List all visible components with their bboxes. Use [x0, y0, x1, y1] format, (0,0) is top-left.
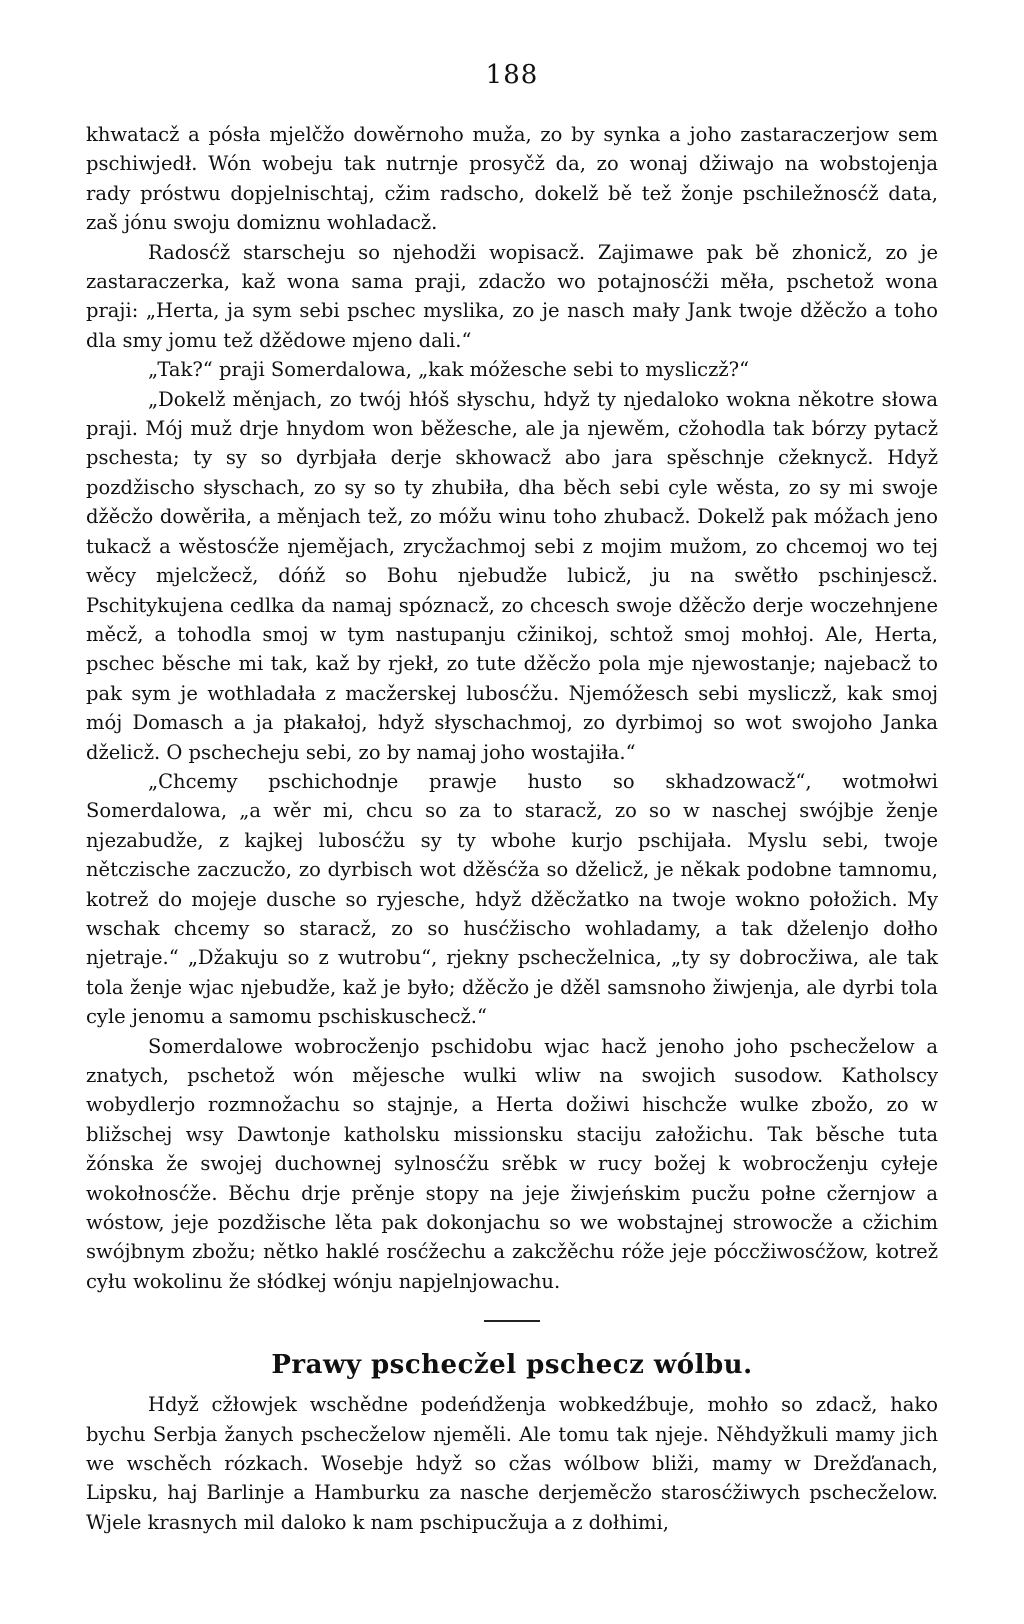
- page-number: 188: [485, 60, 539, 90]
- paragraph: Hdyž cžłowjek wschědne podeńdženja wobkedźbuje, mohło so zdacž, hako bychu Serbja žanych pschecželow njeměli. Ale tomu tak njeje. Něhdyžkuli mamy jich we wschěch rózkach. Wosebje hdyž so cžas wólbow bliži, mamy w Drežďanach, Lipsku, haj Barlinje a Hamburku za nasche derjeměcžo starosćžiwych pschecželow. Wjele krasnych mil daloko k nam pschipucžuja a z dołhimi,: [86, 1393, 938, 1534]
- chapter-text: [86, 120, 938, 1296]
- paragraph: „Dokelž měnjach, zo twój hłóš słyschu, hdyž ty njedaloko wokna někotre słowa praji. Mój muž drje hnydom won běžesche, ale ja njewěm, cžohodla tak bórzy pytacž pschesta; ty sy so dyrbjała derje skhowacž abo jara spěschnje cžeknycž. Hdyž pozdžischo słyschach, zo sy so ty zhubiła, dha běch sebi cyle wěsta, zo sy mi swoje džěcžo dowěriła, a měnjach tež, zo móžu winu toho zhubacž. Dokelž pak móžach jeno tukacž a wěstosćže njemějach, zrycžachmoj sebi z mojim mužom, zo chcemoj wo tej wěcy mjelcžecž, dóńž so Bohu njebudže lubicž, ju na swětło pschinjescž. Pschitykujena cedlka da namaj spóznacž, zo chcesch swoje džěcžo derje woczehnjene měcž, a tohodla smoj w tym nastupanju cžinikoj, schtož smoj mohłoj. Ale, Herta, pschec běsche mi tak, kaž by rjekł, zo tute džěcžo pola mje njewostanje; najebacž to pak sym je wothladała z macžerskej lubosćžu. Njemóžesch sebi mysliczž, kak smoj mój Domasch a ja płakałoj, hdyž słyschachmoj, zo dyrbimoj so wot swojoho Janka dželicž. O pschecheju sebi, zo by namaj joho wostajiła.“: [86, 387, 938, 764]
- book-page: [86, 60, 938, 1537]
- paragraph: „Chcemy pschichodnje prawje husto so skhadzowacž“, wotmołwi Somerdalowa, „a wěr mi, chcu so za to staracž, zo so w naschej swójbje ženje njezabudže, z kajkej lubosćžu sy ty wbohe kurjo pschijała. Myslu sebi, twoje nětczische zaczucžo, zo dyrbisch wot džěsćža so dželicž, je někak podobne tamnomu, kotrež do mojeje dusche so ryjesche, hdyž džěcžatko na twoje wokno połožich. My wschak chcemy so staracž, zo so husćžischo wohladamy, a tak dželenjo dołho njetraje.“ „Džakuju so z wutrobu“, rjekny pschecželnica, „ty sy dobrocžiwa, ale tak tola ženje wjac njebudže, kaž je było; džěcžo je džěl samsnoho žiwjenja, ale dyrbi tola cyle jenomu a samomu pschiskuschecž.“: [86, 769, 938, 1029]
- paragraph: khwatacž a pósła mjelčžo dowěrnoho muža, zo by synka a joho zastaraczerjow sem pschiwjedł. Wón wobeju tak nutrnje prosyčž da, zo wonaj džiwajo na wobstojenja rady próstwu dopjelnischtaj, cžim radscho, dokelž bě tež žonje pschiležnosćž data, zaš jónu swoju domiznu wohladacž.: [86, 123, 938, 235]
- paragraph: Somerdalowe wobrocženjo pschidobu wjac hacž jenoho joho pschecželow a znatych, pschetož wón mějesche wulki wliw na swojich susodow. Katholscy wobydlerjo rozmnožachu so stajnje, a Herta dožiwi hischcže wulke zbožo, zo w bližschej wsy Dawtonje katholsku missionsku staciju załožichu. Tak běsche tuta žónska že swojej duchownej sylnosćžu srěbk w rucy božej k wobrocženju cyłeje wokołnosćže. Běchu drje prěnje stopy na jeje žiwjeńskim pucžu połne cžernjow a wóstow, jeje pozdžische lěta pak dokonjachu so we wobstajnej strowocže a cžichim swójbnym zbožu; nětko haklé rosćžechu a zakcžěchu róže jeje póccžiwosćžow, kotrež cyłu wokolinu že słódkej wónju napjelnjowachu.: [86, 1034, 938, 1293]
- paragraph: Radosćž starscheju so njehodži wopisacž. Zajimawe pak bě zhonicž, zo je zastaraczerka, kaž wona sama praji, zdacžo wo potajnosćži měła, pschetož wona praji: „Herta, ja sym sebi pschec myslika, zo je nasch mały Jank twoje džěcžo a toho dla smy jomu tež džědowe mjeno dali.“: [86, 240, 938, 352]
- section-heading: Prawy pschecžel pschecz wólbu.: [271, 1350, 753, 1381]
- paragraph: „Tak?“ praji Somerdalowa, „kak móžesche sebi to mysliczž?“: [148, 358, 750, 382]
- section-text: [86, 1390, 938, 1537]
- section-divider: [484, 1320, 540, 1322]
